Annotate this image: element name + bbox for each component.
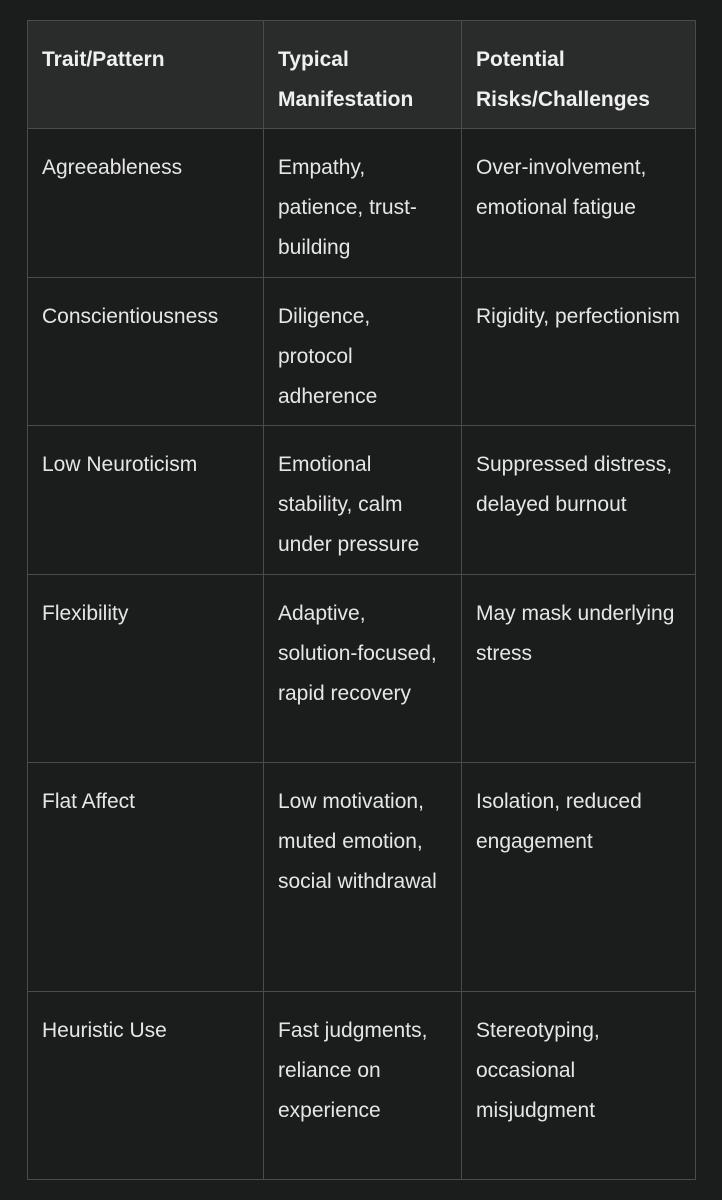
table-row	[28, 426, 696, 575]
risk-cell: Rigidity, perfectionism	[462, 278, 696, 426]
trait-cell: Low Neuroticism	[28, 426, 264, 575]
traits-table	[27, 20, 696, 1180]
trait-cell: Flexibility	[28, 575, 264, 763]
manifestation-cell: Emotional stability, calm under pressure	[264, 426, 462, 575]
manifestation-cell: Fast judgments, reliance on experience	[264, 992, 462, 1180]
trait-cell: Flat Affect	[28, 763, 264, 992]
risk-cell: Over-involvement, emotional fatigue	[462, 129, 696, 278]
manifestation-cell: Empathy, patience, trust-building	[264, 129, 462, 278]
manifestation-cell: Low motivation, muted emotion, social withdrawal	[264, 763, 462, 992]
table-body	[28, 129, 696, 1180]
traits-table-container	[27, 20, 695, 1180]
risk-cell: May mask underlying stress	[462, 575, 696, 763]
manifestation-cell: Diligence, protocol adherence	[264, 278, 462, 426]
risk-cell: Isolation, reduced engagement	[462, 763, 696, 992]
table-row	[28, 992, 696, 1180]
table-header	[28, 21, 696, 129]
header-typical-manifestation: Typical Manifestation	[264, 21, 462, 129]
table-row	[28, 129, 696, 278]
header-row	[28, 21, 696, 129]
header-potential-risks: Potential Risks/Challenges	[462, 21, 696, 129]
trait-cell: Agreeableness	[28, 129, 264, 278]
trait-cell: Conscientiousness	[28, 278, 264, 426]
header-trait-pattern: Trait/Pattern	[28, 21, 264, 129]
manifestation-cell: Adaptive, solution-focused, rapid recovery	[264, 575, 462, 763]
table-row	[28, 575, 696, 763]
table-row	[28, 763, 696, 992]
table-row	[28, 278, 696, 426]
trait-cell: Heuristic Use	[28, 992, 264, 1180]
risk-cell: Stereotyping, occasional misjudgment	[462, 992, 696, 1180]
risk-cell: Suppressed distress, delayed burnout	[462, 426, 696, 575]
